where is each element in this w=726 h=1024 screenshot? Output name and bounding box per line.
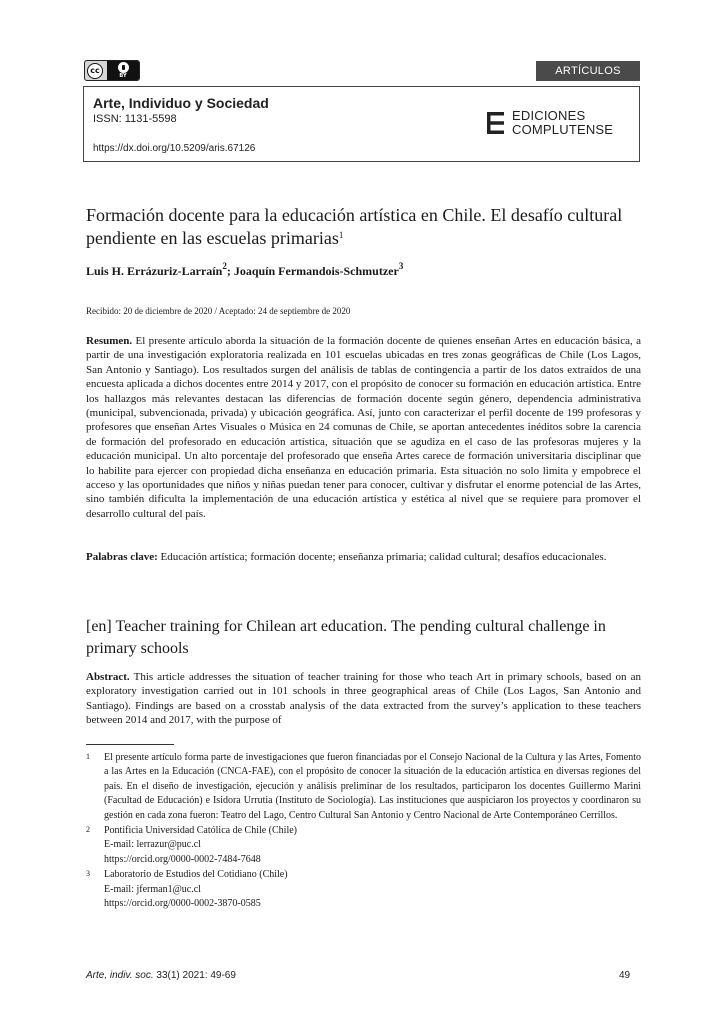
- resumen-text: El presente artículo aborda la situación de la formación docente de quienes enseñan Artes en educación básica, a partir de una investigación exploratoria realizada en 101 escuelas ubicadas en tres zonas geográficas de Chile (Los Lagos, San Antonio y Santiago). Los resultados surgen del análisis de tablas de contingencia a partir de los datos extraídos de una encuesta aplicada a dichos docentes entre 2014 y 2017, con el propósito de conocer su formación en educación artística. Entre los hallazgos más relevantes destacan las diferencias de formación docente según género, dependencia administrativa (municipal, subvencionada, privada) y ubicación geográfica. Así, junto con caracterizar el perfil docente de 199 profesoras y profesores que enseñan Artes Visuales o Música en 24 comunas de Chile, se aportan antecedentes inéditos sobre la carencia de formación del profesorado en educación artística, situación que se agudiza en el caso de las profesoras mujeres y la educación municipal. Un alto porcentaje del profesorado que enseña Artes carece de formación universitaria disciplinar que lo habilite para ejercer con propiedad dicha enseñanza en educación primaria. Esta situación no solo limita y empobrece el acceso y las oportunidades que niños y niñas puedan tener para conocer, cultivar y disfrutar el enorme potencial de las Artes, sino también dificulta la implementación de una educación artística y estética al nivel que se requiere para promover el desarrollo cultural del país.: [86, 335, 642, 520]
- resumen-paragraph: [86, 334, 641, 521]
- footnote-number: 2: [86, 825, 90, 835]
- author-1: Luis H. Errázuriz-Larraín: [86, 264, 223, 278]
- journal-header: [83, 86, 640, 162]
- keywords-paragraph: [86, 550, 641, 564]
- publisher-name-line2: COMPLUTENSE: [512, 122, 614, 137]
- resumen-label: Resumen.: [86, 335, 133, 347]
- article-title-es: [86, 204, 646, 250]
- author-list: [86, 261, 646, 279]
- abstract-text: This article addresses the situation of teacher training for those who teach Art in primary schools, based on an exploratory investigation carried out in 101 schools in three geographical areas of Chile (Los Lagos, San Antonio and Santiago). Findings are based on a crosstab analysis of the data extracted from the survey’s application to these teachers between 2014 and 2017, with the purpose of: [86, 671, 641, 727]
- author-affiliation: Pontificia Universidad Católica de Chile (Chile): [104, 825, 298, 837]
- author-orcid[interactable]: https://orcid.org/0000-0002-3870-0585: [104, 898, 261, 910]
- author-separator: ;: [226, 264, 234, 278]
- publisher-name-line1: EDICIONES: [512, 108, 586, 123]
- footnote-divider: [86, 744, 174, 745]
- section-label: ARTÍCULOS: [536, 61, 640, 81]
- footnote-ref-2[interactable]: 2: [222, 261, 227, 271]
- publisher-logo-icon: [487, 112, 504, 134]
- article-title-en: [en] Teacher training for Chilean art education. The pending cultural challenge in primary schools: [86, 618, 606, 657]
- abstract-label: Abstract.: [86, 671, 130, 683]
- footnote-2: [86, 824, 641, 867]
- journal-issn: ISSN: 1131-5598: [93, 113, 177, 125]
- author-affiliation: Laboratorio de Estudios del Cotidiano (Chile): [104, 869, 288, 881]
- footnote-3: [86, 868, 641, 911]
- author-2: Joaquín Fermandois-Schmutzer: [233, 264, 399, 278]
- footnote-body: [104, 824, 641, 867]
- author-email[interactable]: E-mail: lerrazur@puc.cl: [104, 839, 201, 851]
- journal-abbrev: Arte, indiv. soc.: [86, 970, 154, 981]
- footnote-1: [86, 751, 641, 823]
- footnote-number: 3: [86, 869, 90, 879]
- received-accepted-dates: Recibido: 20 de diciembre de 2020 / Aceptado: 24 de septiembre de 2020: [86, 306, 351, 316]
- footnote-number: 1: [86, 752, 90, 761]
- by-label: BY: [119, 73, 127, 79]
- author-email[interactable]: E-mail: jferman1@uc.cl: [104, 883, 201, 895]
- author-orcid[interactable]: https://orcid.org/0000-0002-7484-7648: [104, 853, 261, 865]
- running-footer-citation: [86, 970, 236, 981]
- publisher-logo: [487, 109, 613, 137]
- creative-commons-icon: cc: [87, 63, 103, 79]
- footnote-text: El presente artículo forma parte de investigaciones que fueron financiadas por el Consejo Nacional de la Cultura y las Artes, Fomento a las Artes en la Educación (CNCA-FAE), con el propósito de conocer la situación de la educación artística en diversas regiones del país. En el diseño de investigación, ejecución y análisis preliminar de los resultados, participaron los docentes Guillermo Marini (Facultad de Educación) e Isidora Urrutia (Instituto de Sociología). Las instituciones que auspiciaron los proyectos y coordinaron su gestión en cada zona fueron: Teatro del Lago, Centro Cultural San Antonio y Centro Nacional de Arte Contemporáneo Cerrillos.: [104, 752, 641, 821]
- footnote-ref-3[interactable]: 3: [398, 261, 404, 271]
- footnotes: [86, 751, 641, 912]
- journal-title: Arte, Individuo y Sociedad: [93, 95, 269, 111]
- footnote-ref-1[interactable]: 1: [338, 230, 344, 240]
- person-icon: [118, 62, 129, 73]
- keywords-text: Educación artística; formación docente; enseñanza primaria; calidad cultural; desafíos educacionales.: [160, 551, 607, 563]
- volume-issue-pages: 33(1) 2021: 49-69: [156, 970, 236, 981]
- abstract-paragraph: [86, 670, 641, 728]
- keywords-label: Palabras clave:: [86, 551, 158, 563]
- title-es-text: Formación docente para la educación artística en Chile. El desafío cultural pendiente en las escuelas primarias: [86, 205, 623, 248]
- attribution-icon: [107, 61, 139, 80]
- doi-link[interactable]: https://dx.doi.org/10.5209/aris.67126: [93, 143, 256, 154]
- footnote-body: [104, 868, 641, 911]
- cc-by-license-badge[interactable]: [84, 60, 140, 81]
- page-number: 49: [619, 970, 631, 981]
